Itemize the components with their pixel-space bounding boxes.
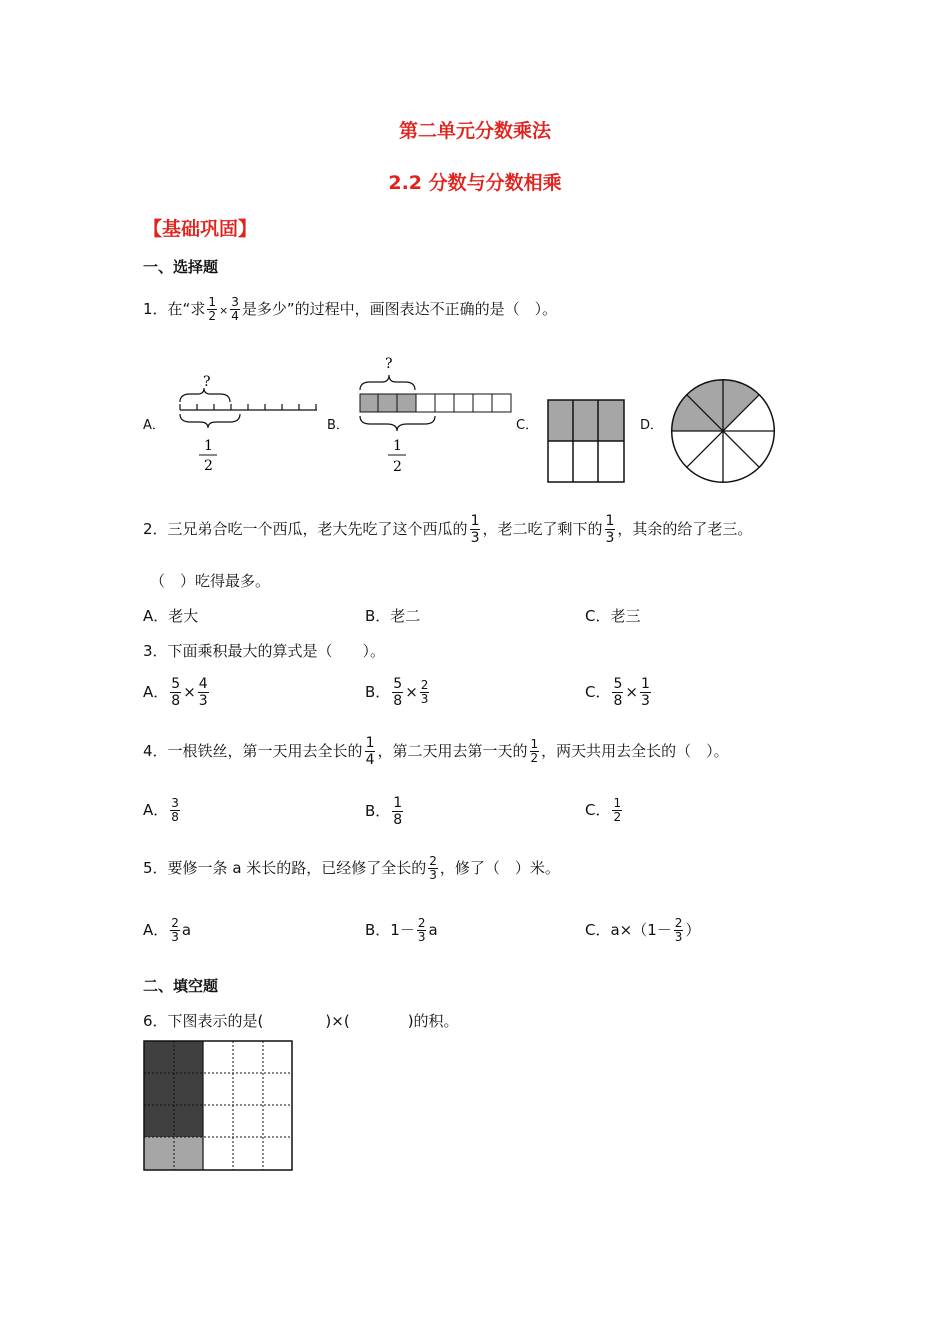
question-1 [143,296,557,323]
q5-c-frac [674,917,684,944]
question-6 [143,1010,459,1031]
q2-fraction-1 [470,513,481,546]
q1-fraction-1 [207,296,217,323]
q3-option-a [143,676,211,709]
q4-b-den: 8 [393,812,403,828]
q3-c-f1-den: 8 [613,693,623,709]
q1-b-cell-1 [360,394,378,412]
q5-option-a [143,917,191,944]
q3-b-frac-2 [420,679,430,706]
q4-a-frac [170,797,180,824]
q6-text-1: 下图表示的是( [167,1012,264,1030]
q2-text-3: ，其余的给了老三。 [617,520,753,538]
q4-option-a [143,797,182,824]
q4-fraction-1 [365,735,376,768]
q2-fraction-2 [605,513,616,546]
q6-figure-grid [143,1040,295,1172]
q5-a-den: 3 [171,930,179,944]
q4-f1-num: 1 [365,735,375,751]
q2-f1-num: 1 [470,513,480,529]
q1-b-question-mark: ? [385,356,393,372]
q4-c-num: 1 [613,796,622,810]
q2-text-2: ，老二吃了剩下的 [482,520,603,538]
q5-number: 5． [143,859,168,877]
q1-figure-d [670,378,776,484]
q5-text-1: 要修一条 a 米长的路，已经修了全长的 [167,859,427,877]
q1-times: × [218,304,229,317]
q2-text-1: 三兄弟合吃一个西瓜，老大先吃了这个西瓜的 [167,520,468,538]
part-fill-heading: 二、填空题 [143,977,219,995]
q5-a-label: A． [143,921,169,939]
q2-option-b: B．老二 [365,607,421,625]
q4-c-frac [612,797,622,824]
q1-b-bottom-brace [360,416,435,431]
q1-a-half-num: 1 [204,438,213,454]
q1-fraction-2 [230,296,240,323]
q4-text-3: ，两天共用去全长的（ ）。 [541,742,729,760]
q1-b-cell-7 [473,394,492,412]
q3-b-frac-1 [392,676,403,709]
lesson-subtitle: 2.2 分数与分数相乘 [388,172,562,194]
q2-option-c: C．老三 [585,607,641,625]
q3-c-f2-den: 3 [640,693,650,709]
q4-b-frac [392,795,403,828]
q3-c-times: × [625,683,638,701]
q3-c-label: C． [585,683,611,701]
q1-b-cell-4 [416,394,435,412]
question-3 [143,640,385,661]
q4-text-1: 一根铁丝，第一天用去全长的 [167,742,363,760]
q2-line-2: （ ）吃得最多。 [150,572,271,590]
question-5 [143,855,560,882]
part-choice-heading: 一、选择题 [143,258,219,276]
q3-b-f2-den: 3 [420,692,429,706]
q1-f1-den: 2 [208,309,216,323]
q1-b-cell-5 [435,394,454,412]
q1-figure-b [355,352,515,478]
q1-a-ticks [180,404,316,410]
q1-a-bottom-brace [180,414,240,428]
q5-c-den: 3 [674,930,683,944]
q3-b-times: × [405,683,418,701]
q3-a-f1-den: 8 [171,693,181,709]
q4-a-label: A． [143,801,169,819]
q5-b-num: 2 [417,916,426,930]
q4-number: 4． [143,742,168,760]
q4-f1-den: 4 [365,752,375,768]
q4-c-label: C． [585,801,611,819]
q4-b-num: 1 [393,795,403,811]
q1-a-top-brace [180,388,230,402]
q2-option-a: A．老大 [143,607,199,625]
q3-c-frac-2 [640,676,651,709]
q4-option-b [365,795,405,828]
q1-number: 1． [143,300,168,318]
q3-option-b [365,676,431,709]
q6-number: 6． [143,1012,168,1030]
q3-b-label: B． [365,683,391,701]
q1-option-c-label: C． [516,418,539,433]
q5-a-tail: a [181,921,192,939]
q3-c-f1-num: 5 [613,676,623,692]
q3-b-f1-num: 5 [393,676,403,692]
q5-c-num: 2 [674,916,683,930]
q5-fraction [428,855,438,882]
q5-b-frac [417,917,427,944]
q4-fraction-2 [530,738,540,765]
q5-c-label: C．a×（1－ [585,921,672,939]
q5-option-b [365,917,438,944]
q5-f-den: 3 [429,868,437,882]
q1-b-half-num: 1 [393,438,402,454]
q3-a-frac-1 [170,676,181,709]
q3-option-c [585,676,653,709]
q1-figure-c [547,399,625,484]
q1-figure-a [170,368,320,478]
q4-b-label: B． [365,802,391,820]
q1-a-half-den: 2 [204,458,213,474]
q5-text-2: ，修了（ ）米。 [439,859,560,877]
q5-b-label: B．1－ [365,921,415,939]
q4-text-2: ，第二天用去第一天的 [377,742,528,760]
q5-option-c [585,917,700,944]
q3-a-f2-den: 3 [198,693,208,709]
q4-f2-den: 2 [530,751,539,765]
q4-a-den: 8 [171,810,179,824]
q3-c-frac-1 [612,676,623,709]
q1-b-cell-2 [378,394,397,412]
q1-f1-num: 1 [208,295,216,309]
section-heading: 【基础巩固】 [143,218,258,240]
question-2 [143,513,752,546]
q5-b-tail: a [428,921,438,939]
q3-a-label: A． [143,683,169,701]
q1-b-top-brace [360,375,415,390]
q4-option-c [585,797,624,824]
q1-option-d-label: D． [640,418,664,433]
q1-f2-num: 3 [231,295,239,309]
q5-a-frac [170,917,180,944]
q2-f1-den: 3 [470,530,480,546]
page-title: 第二单元分数乘法 [398,120,551,142]
q1-text-post: 是多少”的过程中，画图表达不正确的是（ ）。 [241,300,558,318]
q2-f2-num: 1 [605,513,615,529]
q1-b-cell-6 [454,394,473,412]
q5-b-den: 3 [417,930,426,944]
q3-text: 下面乘积最大的算式是（ ）。 [167,642,386,660]
q4-c-den: 2 [613,810,622,824]
q4-f2-num: 1 [530,737,539,751]
q1-b-half-den: 2 [393,459,402,475]
q3-b-f2-num: 2 [420,678,429,692]
q1-option-b-label: B． [327,418,349,433]
q1-b-cell-3 [397,394,416,412]
q1-f2-den: 4 [231,309,239,323]
q3-c-f2-num: 1 [640,676,650,692]
q1-a-question-mark: ? [203,374,211,390]
q1-text-pre: 在“求 [167,300,206,318]
q5-a-num: 2 [171,916,179,930]
q1-b-cell-8 [492,394,511,412]
q3-a-f2-num: 4 [198,676,208,692]
q6-text-3: )的积。 [407,1012,459,1030]
q3-b-f1-den: 8 [393,693,403,709]
q2-number: 2． [143,520,168,538]
q3-a-frac-2 [198,676,209,709]
q3-number: 3． [143,642,168,660]
question-4 [143,735,729,768]
q2-f2-den: 3 [605,530,615,546]
q5-f-num: 2 [429,854,437,868]
q5-c-tail: ） [685,921,701,939]
q1-option-a-label: A． [143,418,165,433]
q4-a-num: 3 [171,796,179,810]
q3-a-times: × [183,683,196,701]
q3-a-f1-num: 5 [171,676,181,692]
q6-text-2: )×( [325,1012,350,1030]
